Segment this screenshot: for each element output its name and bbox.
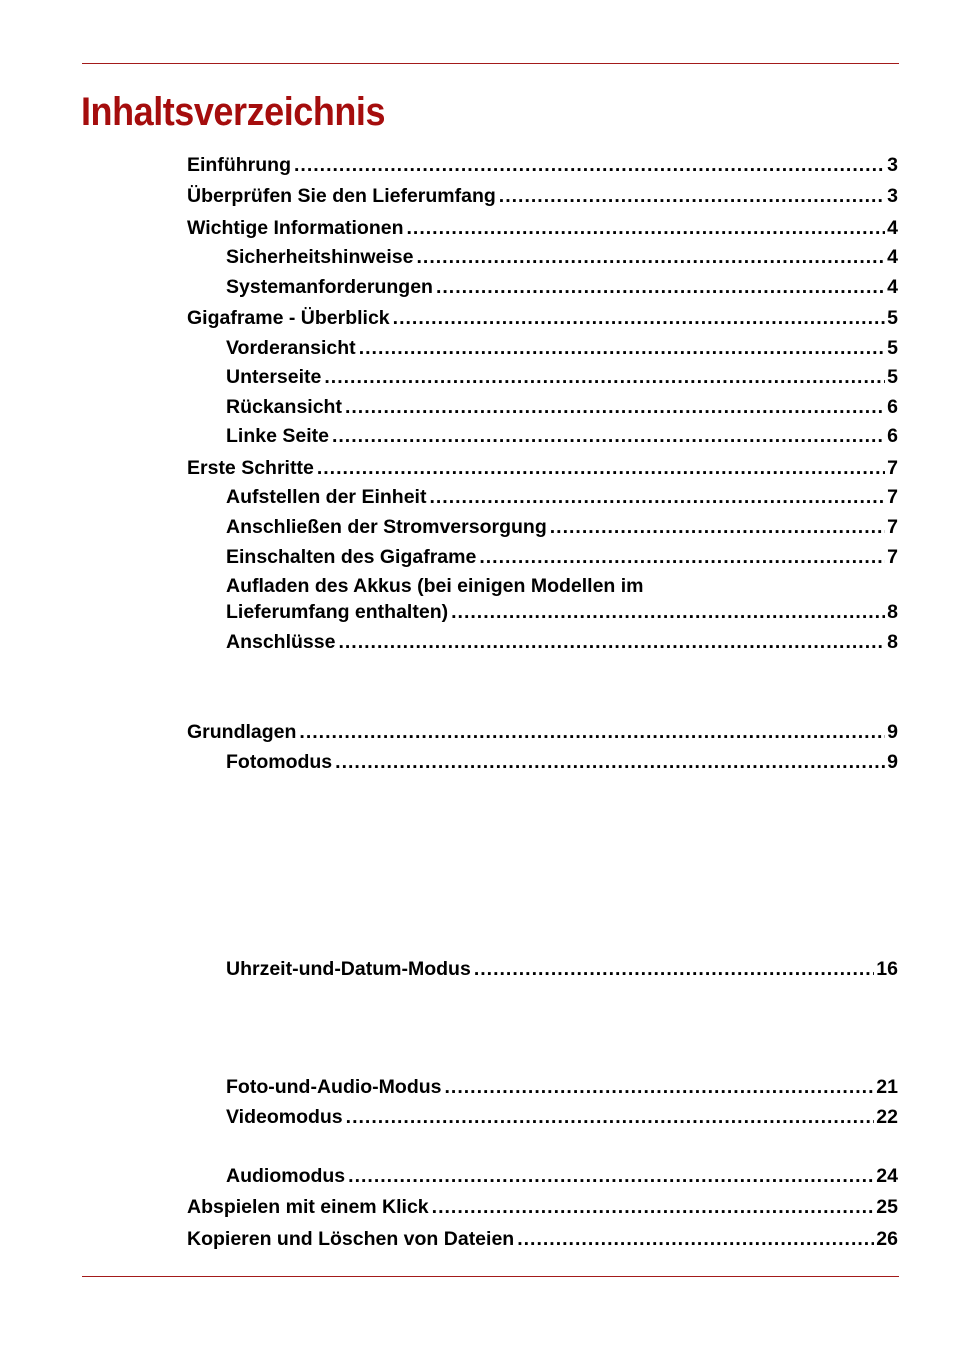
leader-dots: [346, 1108, 875, 1128]
toc-entry-label: Sicherheitshinweise: [226, 246, 414, 268]
leader-dots: [479, 548, 885, 568]
toc-entry-page: 26: [876, 1228, 898, 1250]
toc-entry-label: Videomodus: [226, 1106, 343, 1128]
toc-entry[interactable]: [187, 1198, 898, 1218]
leader-dots: [324, 368, 885, 388]
leader-dots: [359, 339, 885, 359]
leader-dots: [417, 248, 886, 268]
header-rule: [82, 63, 899, 64]
toc-entry[interactable]: [226, 518, 898, 538]
toc-entry-page: 24: [876, 1165, 898, 1187]
toc-entry[interactable]: [226, 248, 898, 268]
toc-entry[interactable]: [187, 459, 898, 479]
toc-entry-label: Überprüfen Sie den Lieferumfang: [187, 185, 496, 207]
toc-entry-page: 4: [887, 246, 898, 268]
toc-entry-label: Aufstellen der Einheit: [226, 486, 427, 508]
toc-entry-label: Uhrzeit-und-Datum-Modus: [226, 958, 471, 980]
leader-dots: [294, 156, 885, 176]
toc-entry-label: Einführung: [187, 154, 291, 176]
toc-entry-page: 4: [887, 217, 898, 239]
toc-entry-page: 3: [887, 185, 898, 207]
toc-entry[interactable]: [226, 488, 898, 508]
toc-entry[interactable]: [226, 368, 898, 388]
toc-entry-page: 7: [887, 457, 898, 479]
toc-entry-label: Unterseite: [226, 366, 322, 388]
toc-entry[interactable]: [226, 427, 898, 447]
toc-entry[interactable]: [226, 398, 898, 418]
toc-entry-label: Gigaframe - Überblick: [187, 307, 390, 329]
toc-entry-label: Grundlagen: [187, 721, 297, 743]
leader-dots: [429, 488, 885, 508]
toc-entry[interactable]: [226, 278, 898, 298]
leader-dots: [451, 603, 885, 623]
toc-entry[interactable]: [226, 548, 898, 568]
toc-entry[interactable]: [226, 753, 898, 773]
toc-entry-page: 25: [876, 1196, 898, 1218]
toc-entry-page: 8: [887, 631, 898, 653]
toc-entry[interactable]: [187, 1230, 898, 1250]
toc-entry-label: Anschlüsse: [226, 631, 336, 653]
toc-entry-label: Wichtige Informationen: [187, 217, 404, 239]
toc-entry[interactable]: [187, 187, 898, 207]
toc-entry[interactable]: [226, 339, 898, 359]
leader-dots: [335, 753, 885, 773]
toc-entry[interactable]: [226, 603, 898, 623]
leader-dots: [517, 1230, 874, 1250]
toc-entry-label: Systemanforderungen: [226, 276, 433, 298]
toc-entry-page: 16: [876, 958, 898, 980]
toc-entry-label: Erste Schritte: [187, 457, 314, 479]
leader-dots: [407, 219, 886, 239]
leader-dots: [499, 187, 885, 207]
leader-dots: [338, 633, 885, 653]
page-title: Inhaltsverzeichnis: [81, 90, 386, 134]
toc-entry-page: 5: [887, 337, 898, 359]
toc-entry-label: Rückansicht: [226, 396, 342, 418]
toc-entry-label: Fotomodus: [226, 751, 333, 773]
toc-entry[interactable]: [187, 156, 898, 176]
leader-dots: [474, 960, 874, 980]
toc-entry-label: Vorderansicht: [226, 337, 356, 359]
leader-dots: [550, 518, 885, 538]
toc-entry-page: 6: [887, 425, 898, 447]
toc-entry[interactable]: [187, 723, 898, 743]
toc-entry-label: Audiomodus: [226, 1165, 346, 1187]
toc-entry-label: Kopieren und Löschen von Dateien: [187, 1228, 515, 1250]
leader-dots: [299, 723, 885, 743]
toc-entry-page: 5: [887, 307, 898, 329]
toc-entry-label: Foto-und-Audio-Modus: [226, 1076, 442, 1098]
toc-entry-page: 6: [887, 396, 898, 418]
leader-dots: [393, 309, 885, 329]
toc-entry[interactable]: [187, 219, 898, 239]
toc-entry-page: 9: [887, 751, 898, 773]
toc-entry[interactable]: [226, 1108, 898, 1128]
leader-dots: [332, 427, 885, 447]
toc-entry-page: 4: [887, 276, 898, 298]
toc-entry[interactable]: [226, 1078, 898, 1098]
toc-entry-page: 3: [887, 154, 898, 176]
toc-entry-label: Linke Seite: [226, 425, 329, 447]
toc-entry-page: 5: [887, 366, 898, 388]
toc-entry-label: Anschließen der Stromversorgung: [226, 516, 547, 538]
footer-rule: [82, 1276, 899, 1277]
toc-entry-label: Lieferumfang enthalten): [226, 601, 449, 623]
toc-entry-label: Einschalten des Gigaframe: [226, 546, 477, 568]
toc-entry-page: 7: [887, 546, 898, 568]
toc-entry-label-line1[interactable]: Aufladen des Akkus (bei einigen Modellen im: [226, 575, 644, 597]
leader-dots: [432, 1198, 875, 1218]
leader-dots: [445, 1078, 875, 1098]
toc-entry[interactable]: [226, 1167, 898, 1187]
leader-dots: [345, 398, 885, 418]
leader-dots: [348, 1167, 874, 1187]
toc-entry[interactable]: [226, 633, 898, 653]
toc-entry-label: Abspielen mit einem Klick: [187, 1196, 429, 1218]
toc-entry-page: 7: [887, 486, 898, 508]
toc-entry-page: 8: [887, 601, 898, 623]
leader-dots: [317, 459, 885, 479]
toc-entry-page: 22: [876, 1106, 898, 1128]
toc-entry-page: 21: [876, 1076, 898, 1098]
toc-entry-page: 7: [887, 516, 898, 538]
toc-entry[interactable]: [226, 960, 898, 980]
leader-dots: [436, 278, 885, 298]
toc-entry-page: 9: [887, 721, 898, 743]
toc-entry[interactable]: [187, 309, 898, 329]
